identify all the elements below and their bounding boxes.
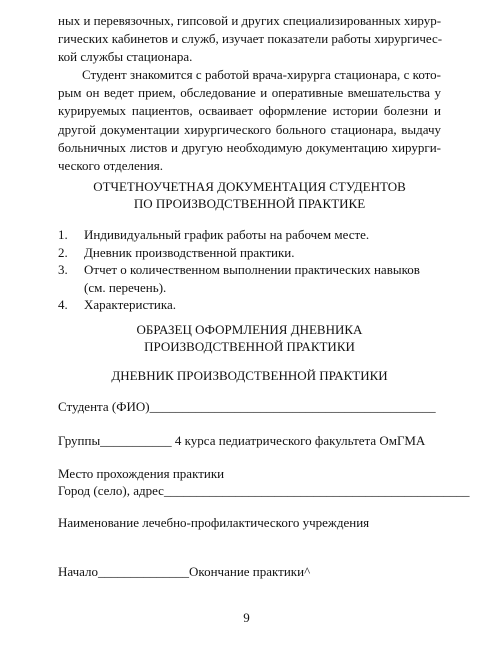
heading-line: ПО ПРОИЗВОДСТВЕННОЙ ПРАКТИКЕ bbox=[133, 195, 366, 211]
institution-label: Наименование лечебно-профилактического учреждения bbox=[58, 515, 370, 530]
practice-place-label: Место прохождения практики bbox=[58, 466, 225, 481]
documentation-list bbox=[58, 226, 441, 314]
list-item-number: 1. bbox=[58, 227, 68, 242]
list-item-number: 2. bbox=[58, 244, 68, 260]
list-item bbox=[58, 296, 441, 314]
heading-line: ПРОИЗВОДСТВЕННОЙ ПРАКТИКИ bbox=[144, 338, 355, 354]
practice-dates-field: Начало______________Окончание практики^ bbox=[58, 564, 311, 579]
section-heading-documentation bbox=[58, 179, 441, 212]
list-item bbox=[58, 226, 441, 244]
student-duties-paragraph bbox=[58, 66, 441, 175]
intro-paragraph bbox=[58, 12, 441, 67]
heading-line: ОТЧЕТНОУЧЕТНАЯ ДОКУМЕНТАЦИЯ СТУДЕНТОВ bbox=[93, 179, 406, 194]
city-address-field: Город (село), адрес_______________________________________________ bbox=[58, 483, 470, 498]
group-field: Группы___________ 4 курса педиатрического факультета ОмГМА bbox=[58, 433, 426, 448]
student-name-field: Студента (ФИО)____________________________________________ bbox=[58, 399, 436, 414]
list-item bbox=[58, 244, 441, 262]
list-item bbox=[58, 261, 441, 296]
list-item-text: Индивидуальный график работы на рабочем месте. bbox=[84, 227, 370, 242]
text-line: другой документации хирургического больного стационара, выдачу bbox=[58, 121, 441, 137]
text-line: рым он ведет прием, обследование и оперативные вмешательства у bbox=[58, 85, 441, 101]
text-line: больничных листов и другую необходимую документацию хирурги- bbox=[58, 139, 441, 155]
heading-line: ОБРАЗЕЦ ОФОРМЛЕНИЯ ДНЕВНИКА bbox=[136, 322, 363, 337]
text-line: кой службы стационара. bbox=[58, 49, 193, 65]
text-line: ческого отделения. bbox=[58, 158, 163, 174]
list-item-text: Характеристика. bbox=[84, 297, 177, 312]
list-item-text: Дневник производственной практики. bbox=[84, 244, 295, 260]
text-line: Студент знакомится с работой врача-хирурга стационара, с кото- bbox=[82, 67, 441, 82]
list-item-number: 3. bbox=[58, 262, 68, 277]
text-line: ных и перевязочных, гипсовой и других специализированных хирур- bbox=[58, 13, 442, 28]
list-item-text: Отчет о количественном выполнении практических навыков (см. перечень). bbox=[84, 262, 420, 295]
text-line: гических кабинетов и служб, изучает показатели работы хирургичес- bbox=[58, 31, 443, 47]
list-item-number: 4. bbox=[58, 297, 68, 312]
page-number: 9 bbox=[243, 610, 250, 625]
section-heading-diary-sample bbox=[58, 322, 441, 355]
diary-title: ДНЕВНИК ПРОИЗВОДСТВЕННОЙ ПРАКТИКИ bbox=[111, 368, 388, 383]
text-line: курируемых пациентов, осваивает оформление истории болезни и bbox=[58, 103, 441, 119]
